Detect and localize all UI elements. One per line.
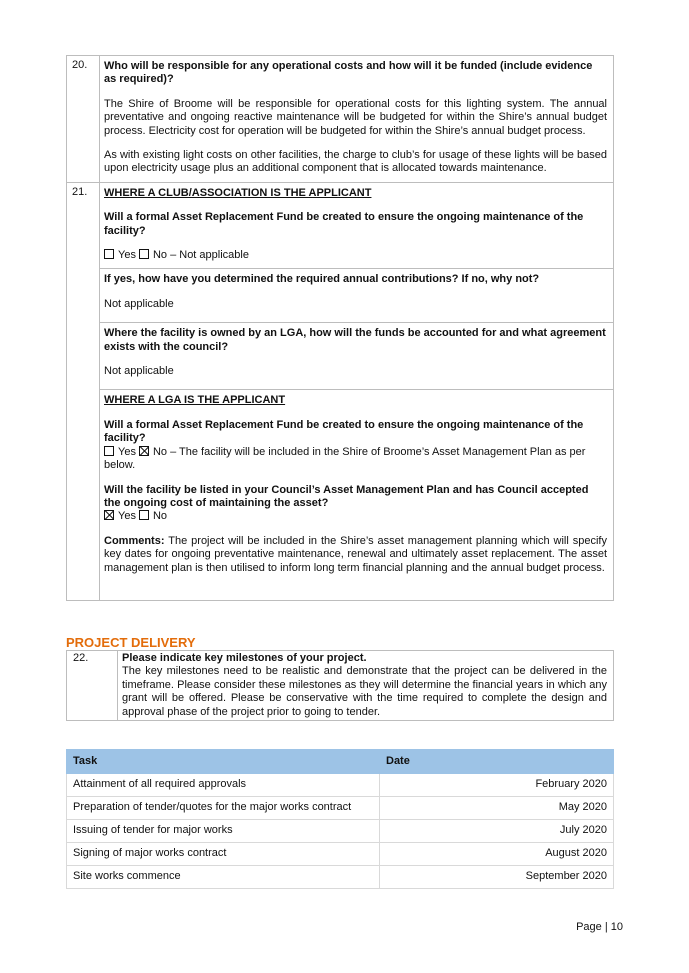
question-cell bbox=[100, 269, 614, 323]
question-text: Will a formal Asset Replacement Fund be created to ensure the ongoing maintenance of the facility? bbox=[104, 418, 584, 445]
comments-text: The project will be included in the Shire’s asset management planning which will specify key dates for ongoing preventative maintenance, renewal and ultimately asset replacement. The asset management plan is then utilised to inform long term financial planning and the annual budget process. bbox=[104, 534, 607, 574]
section-title: PROJECT DELIVERY bbox=[66, 635, 196, 650]
table-row bbox=[67, 797, 614, 820]
question-text: Please indicate key milestones of your project. bbox=[122, 652, 367, 664]
question-number: 21. bbox=[67, 182, 100, 601]
date-cell: September 2020 bbox=[380, 866, 614, 889]
yes-checkbox[interactable] bbox=[104, 446, 114, 456]
question-cell bbox=[118, 651, 614, 721]
answer-paragraph: The Shire of Broome will be responsible for operational costs for this lighting system. The annual preventative and ongoing reactive maintenance will be budgeted for within the Shire’s annual budget process. Electricity cost for operation will be budgeted for within the Shire’s annual budget process. bbox=[104, 97, 607, 137]
comments-paragraph bbox=[104, 535, 607, 575]
project-delivery-table bbox=[66, 650, 614, 721]
checkbox-label: No – The facility will be included in the Shire of Broome’s Asset Management Plan as per below. bbox=[104, 445, 586, 472]
checkbox-label: No – Not applicable bbox=[152, 249, 249, 262]
task-cell: Issuing of tender for major works bbox=[67, 820, 380, 843]
question-number: 20. bbox=[67, 56, 100, 183]
question-text: If yes, how have you determined the required annual contributions? If no, why not? bbox=[104, 273, 540, 286]
date-cell: August 2020 bbox=[380, 843, 614, 866]
task-cell: Preparation of tender/quotes for the major works contract bbox=[67, 797, 380, 820]
question-text: Where the facility is owned by an LGA, how will the funds be accounted for and what agreement exists with the council? bbox=[104, 327, 606, 353]
comments-label: Comments: bbox=[104, 534, 165, 547]
checkbox-row bbox=[104, 510, 607, 523]
question-cell bbox=[100, 390, 614, 601]
question-cell bbox=[100, 323, 614, 390]
checkbox-label: No bbox=[152, 510, 168, 523]
question-text: Who will be responsible for any operational costs and how will it be funded (include evidence as required)? bbox=[104, 60, 593, 86]
no-checkbox-checked[interactable] bbox=[139, 446, 149, 456]
checkbox-row bbox=[104, 446, 607, 473]
date-cell: May 2020 bbox=[380, 797, 614, 820]
question-row bbox=[67, 269, 614, 323]
question-text: Will a formal Asset Replacement Fund be created to ensure the ongoing maintenance of the facility? bbox=[104, 211, 584, 237]
table-row bbox=[67, 774, 614, 797]
questions-table bbox=[66, 55, 614, 601]
task-cell: Site works commence bbox=[67, 866, 380, 889]
task-cell: Attainment of all required approvals bbox=[67, 774, 380, 797]
answer-paragraph: As with existing light costs on other facilities, the charge to club’s for usage of these lights will be based upon electricity usage plus an additional component that is allocated towards maintenance. bbox=[104, 149, 607, 175]
question-row-20 bbox=[67, 56, 614, 183]
question-row-22 bbox=[67, 651, 614, 721]
question-row-21 bbox=[67, 182, 614, 269]
table-header-row bbox=[67, 750, 614, 774]
date-cell: July 2020 bbox=[380, 820, 614, 843]
milestones-table bbox=[66, 749, 614, 889]
answer-text: Not applicable bbox=[104, 297, 174, 310]
no-checkbox[interactable] bbox=[139, 249, 149, 259]
yes-checkbox[interactable] bbox=[104, 249, 114, 259]
question-row bbox=[67, 323, 614, 390]
task-cell: Signing of major works contract bbox=[67, 843, 380, 866]
table-row bbox=[67, 843, 614, 866]
table-row bbox=[67, 820, 614, 843]
table-row bbox=[67, 866, 614, 889]
checkbox-row bbox=[104, 249, 607, 262]
yes-checkbox-checked[interactable] bbox=[104, 510, 114, 520]
question-text: Will the facility be listed in your Council’s Asset Management Plan and has Council accepted the ongoing cost of maintaining the asset? bbox=[104, 483, 589, 509]
date-cell: February 2020 bbox=[380, 774, 614, 797]
checkbox-label: Yes bbox=[118, 510, 136, 523]
checkbox-label: Yes bbox=[118, 249, 136, 262]
question-cell bbox=[100, 56, 614, 183]
question-cell bbox=[100, 182, 614, 269]
header-date: Date bbox=[380, 750, 614, 774]
checkbox-label: Yes bbox=[118, 445, 136, 458]
header-task: Task bbox=[67, 750, 380, 774]
section-heading: WHERE A LGA IS THE APPLICANT bbox=[104, 394, 286, 407]
answer-text: Not applicable bbox=[104, 365, 174, 378]
question-number: 22. bbox=[67, 651, 118, 721]
section-heading: WHERE A CLUB/ASSOCIATION IS THE APPLICANT bbox=[104, 186, 372, 199]
question-description: The key milestones need to be realistic and demonstrate that the project can be delivered in the timeframe. Please consider these milestones as they will determine the financial years in which any grant will be offered. Please be conservative with the time required to complete the design and approval phase of the project prior to going to tender. bbox=[122, 665, 607, 718]
question-row bbox=[67, 390, 614, 601]
page-number: Page | 10 bbox=[576, 921, 623, 933]
no-checkbox[interactable] bbox=[139, 510, 149, 520]
